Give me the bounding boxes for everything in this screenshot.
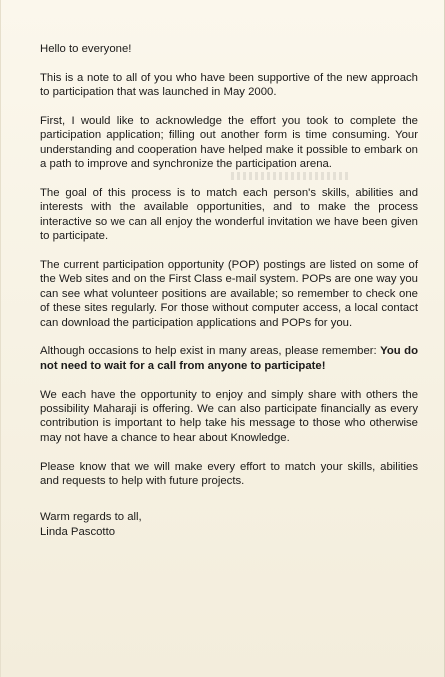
- paragraph-acknowledgement: First, I would like to acknowledge the effort you took to complete the participation application; filling out another form is time consuming. Your understanding and cooperation have helped make it possible to embark on a path to improve and synchronize the participation arena.: [40, 115, 418, 171]
- remember-emphasis: You do not need to wait for a call from anyone to participate!: [40, 345, 419, 372]
- closing-line: Warm regards to all,: [40, 511, 142, 524]
- signature-name: Linda Pascotto: [40, 525, 116, 538]
- paragraph-effort: Please know that we will make every effort to match your skills, abilities and requests to help with future projects.: [40, 460, 418, 488]
- letter-body: [40, 42, 418, 539]
- letter-closing-block: [40, 510, 418, 539]
- paragraph-pop-postings: The current participation opportunity (POP) postings are listed on some of the Web sites and on the First Class e-mail system. POPs are one way you can see what volunteer positions are available; so remember to check one of these sites regularly. For those without computer access, a local contact can download the participation applications and POPs for you.: [40, 259, 418, 329]
- paragraph-remember: [40, 344, 418, 373]
- paragraph-goal: The goal of this process is to match each person's skills, abilities and interests with the available opportunities, and to make the process interactive so we can all enjoy the wonderful invitation we have been given to participate.: [40, 187, 418, 243]
- paragraph-opportunity: We each have the opportunity to enjoy and simply share with others the possibility Maharaji is offering. We can also participate financially as every contribution is important to help take his message to those who otherwise may not have a chance to hear about Knowledge.: [40, 388, 418, 444]
- remember-intro: Although occasions to help exist in many areas, please remember:: [40, 345, 377, 358]
- letter-greeting: Hello to everyone!: [40, 43, 132, 55]
- paragraph-intro: This is a note to all of you who have been supportive of the new approach to participation that was launched in May 2000.: [40, 71, 418, 99]
